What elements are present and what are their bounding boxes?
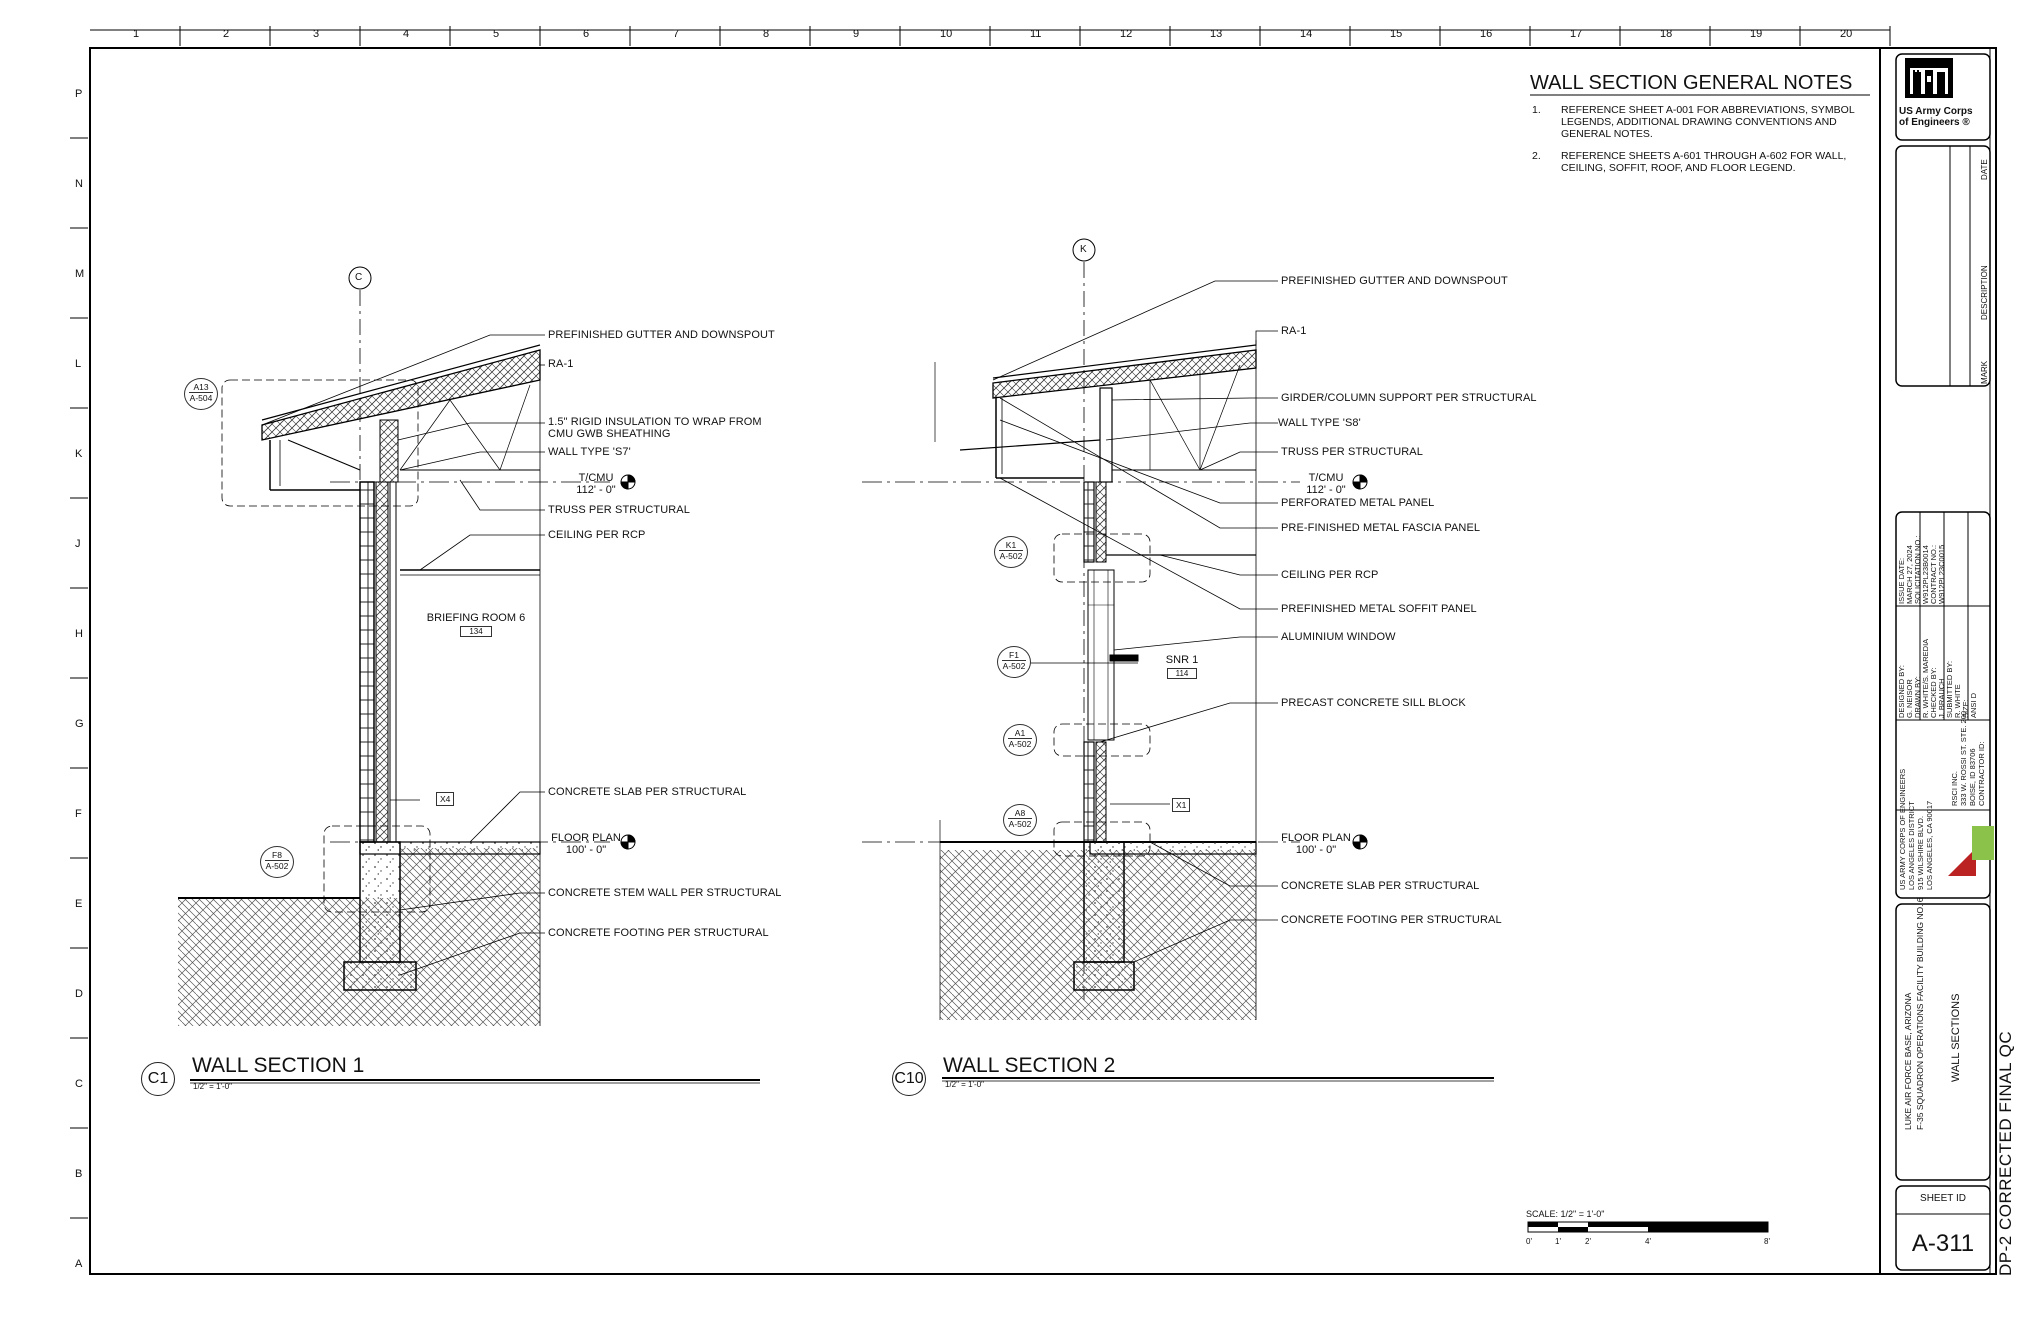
level-floor bbox=[1278, 832, 1354, 856]
row-label: K bbox=[75, 448, 83, 460]
section-scale: 1/2" = 1'-0" bbox=[945, 1080, 985, 1089]
level-elevation: 100' - 0" bbox=[565, 844, 607, 856]
callout-label: GIRDER/COLUMN SUPPORT PER STRUCTURAL bbox=[1281, 392, 1537, 404]
detail-tag[interactable]: F8 A-502 bbox=[260, 846, 294, 878]
column-label: 6 bbox=[583, 28, 590, 40]
row-label: J bbox=[75, 538, 81, 550]
detail-tag[interactable]: A8 A-502 bbox=[1003, 804, 1037, 836]
detail-tag[interactable]: A13 A-504 bbox=[184, 378, 218, 410]
callout-label: WALL TYPE 'S8' bbox=[1278, 417, 1361, 429]
issue-info: ISSUE DATE: MARCH 27, 2024 SOLICITATION NO.: W912PL23B0014 CONTRACT NO.: W912PL23C0015 bbox=[1897, 535, 1946, 604]
callout-label: CONCRETE SLAB PER STRUCTURAL bbox=[1281, 880, 1480, 892]
note-text: REFERENCE SHEET A-001 FOR ABBREVIATIONS, SYMBOL LEGENDS, ADDITIONAL DRAWING CONVENTIONS AND GENERAL NOTES. bbox=[1561, 104, 1855, 140]
note-number: 2. bbox=[1532, 150, 1541, 162]
level-name: T/CMU bbox=[1308, 472, 1344, 484]
column-label: 12 bbox=[1120, 28, 1133, 40]
column-label: 2 bbox=[223, 28, 230, 40]
callout-label: PRE-FINISHED METAL FASCIA PANEL bbox=[1281, 522, 1481, 534]
note-text: REFERENCE SHEETS A-601 THROUGH A-602 FOR WALL, CEILING, SOFFIT, ROOF, AND FLOOR LEGEND. bbox=[1561, 150, 1847, 174]
column-label: 3 bbox=[313, 28, 320, 40]
callout-label: 1.5" RIGID INSULATION TO WRAP FROM CMU GWB SHEATHING bbox=[548, 416, 762, 440]
column-label: 20 bbox=[1840, 28, 1853, 40]
callout-label: WALL TYPE 'S7' bbox=[548, 446, 631, 458]
sheet-title: WALL SECTIONS bbox=[1950, 993, 1962, 1082]
callout-label: CONCRETE STEM WALL PER STRUCTURAL bbox=[548, 887, 782, 899]
row-label: E bbox=[75, 898, 83, 910]
level-name: FLOOR PLAN bbox=[1281, 832, 1351, 844]
callout-label: CONCRETE FOOTING PER STRUCTURAL bbox=[1281, 914, 1502, 926]
callout-label: RA-1 bbox=[548, 358, 574, 370]
level-name: FLOOR PLAN bbox=[551, 832, 621, 844]
column-label: 1 bbox=[133, 28, 140, 40]
section-scale: 1/2" = 1'-0" bbox=[193, 1082, 233, 1091]
callout-label: PRECAST CONCRETE SILL BLOCK bbox=[1281, 697, 1466, 709]
callout-label: RA-1 bbox=[1281, 325, 1307, 337]
row-label: H bbox=[75, 628, 83, 640]
logo-line: US Army Corps bbox=[1899, 106, 1973, 117]
scale-tick: 4' bbox=[1645, 1237, 1651, 1246]
usace-logo bbox=[1905, 58, 1953, 98]
level-elevation: 112' - 0" bbox=[576, 484, 616, 496]
column-label: 14 bbox=[1300, 28, 1313, 40]
row-label: L bbox=[75, 358, 82, 370]
room-tag bbox=[1150, 654, 1214, 679]
row-label: B bbox=[75, 1168, 83, 1180]
sheet-id: A-311 bbox=[1911, 1230, 1975, 1257]
scale-bar-label: SCALE: 1/2" = 1'-0" bbox=[1526, 1209, 1605, 1219]
column-label: 10 bbox=[940, 28, 953, 40]
room-name: BRIEFING ROOM 6 bbox=[426, 612, 526, 624]
project-info bbox=[1902, 897, 1926, 1130]
column-label: 5 bbox=[493, 28, 500, 40]
callout-label: CEILING PER RCP bbox=[548, 529, 646, 541]
column-label: 13 bbox=[1210, 28, 1223, 40]
detail-tag[interactable]: A1 A-502 bbox=[1003, 724, 1037, 756]
column-label: 18 bbox=[1660, 28, 1673, 40]
column-label: 15 bbox=[1390, 28, 1403, 40]
callout-label: PREFINISHED GUTTER AND DOWNSPOUT bbox=[548, 329, 775, 341]
agency-logo-text bbox=[1899, 106, 1973, 128]
row-label: D bbox=[75, 988, 83, 1000]
rev-header-date: DATE bbox=[1980, 159, 1989, 180]
project-line: F-35 SQUADRON OPERATIONS FACILITY BUILDING NO. 6 bbox=[1915, 897, 1925, 1130]
grid-bubble: K bbox=[1080, 244, 1087, 255]
column-label: 4 bbox=[403, 28, 410, 40]
level-top bbox=[1300, 472, 1352, 496]
section-id: C1 bbox=[141, 1062, 175, 1096]
scale-tick: 0' bbox=[1526, 1237, 1532, 1246]
section-title: WALL SECTION 2 bbox=[943, 1054, 1116, 1077]
keynote-tag: X1 bbox=[1172, 798, 1190, 812]
room-number: 114 bbox=[1167, 668, 1198, 679]
level-elevation: 100' - 0" bbox=[1295, 844, 1337, 856]
row-ticks bbox=[70, 138, 88, 1218]
row-label: A bbox=[75, 1258, 83, 1270]
row-label: M bbox=[75, 268, 85, 280]
room-tag bbox=[420, 612, 532, 637]
detail-tag[interactable]: F1 A-502 bbox=[997, 646, 1031, 678]
column-label: 9 bbox=[853, 28, 860, 40]
section-title: WALL SECTION 1 bbox=[192, 1054, 365, 1077]
callout-label: CEILING PER RCP bbox=[1281, 569, 1379, 581]
callout-label: PERFORATED METAL PANEL bbox=[1281, 497, 1435, 509]
project-line: LUKE AIR FORCE BASE, ARIZONA bbox=[1903, 992, 1913, 1130]
submittal-stamp: DP-2 CORRECTED FINAL QC bbox=[1996, 1030, 2015, 1276]
sheet-id-label: SHEET ID bbox=[1920, 1193, 1966, 1204]
svg-text:RSCI: RSCI bbox=[1943, 848, 1953, 870]
general-notes-title: WALL SECTION GENERAL NOTES bbox=[1530, 72, 1853, 94]
column-label: 7 bbox=[673, 28, 680, 40]
wall-section-1-geometry bbox=[178, 267, 760, 1083]
column-label: 16 bbox=[1480, 28, 1493, 40]
level-elevation: 112' - 0" bbox=[1306, 484, 1346, 496]
rev-header-description: DESCRIPTION bbox=[1980, 265, 1989, 320]
section-id: C10 bbox=[892, 1062, 926, 1096]
callout-label: TRUSS PER STRUCTURAL bbox=[1281, 446, 1423, 458]
row-label: F bbox=[75, 808, 82, 820]
note-number: 1. bbox=[1532, 104, 1541, 116]
room-name: SNR 1 bbox=[1165, 654, 1199, 666]
detail-tag[interactable]: K1 A-502 bbox=[994, 536, 1028, 568]
level-top bbox=[570, 472, 622, 496]
scale-tick: 8' bbox=[1764, 1237, 1770, 1246]
column-label: 17 bbox=[1570, 28, 1583, 40]
level-floor bbox=[548, 832, 624, 856]
keynote-tag: X4 bbox=[436, 792, 454, 806]
room-number: 134 bbox=[460, 626, 491, 637]
callout-label: CONCRETE FOOTING PER STRUCTURAL bbox=[548, 927, 769, 939]
callout-label: ALUMINIUM WINDOW bbox=[1281, 631, 1396, 643]
designer-info: DESIGNED BY: G. NEISOR DRAWN BY: R. WHITE/S. MAREDIA CHECKED BY: J. BRAUCH SUBMITTED BY: R. WHITE SIZE: ANSI D bbox=[1897, 638, 1978, 718]
scale-bar-graphic bbox=[1528, 1222, 1768, 1232]
callout-label: PREFINISHED METAL SOFFIT PANEL bbox=[1281, 603, 1477, 615]
rev-header-mark: MARK bbox=[1980, 360, 1989, 384]
callout-label: TRUSS PER STRUCTURAL bbox=[548, 504, 690, 516]
row-label: P bbox=[75, 88, 83, 100]
scale-tick: 2' bbox=[1585, 1237, 1591, 1246]
callout-label: PREFINISHED GUTTER AND DOWNSPOUT bbox=[1281, 275, 1508, 287]
firm-info: RSCI INC. 333 W. ROSSI ST. STE. 200 BOISE, ID 83706 CONTRACTOR ID: bbox=[1950, 710, 1986, 806]
row-label: G bbox=[75, 718, 84, 730]
grid-bubble: C bbox=[355, 272, 363, 283]
column-label: 11 bbox=[1030, 28, 1042, 40]
level-name: T/CMU bbox=[578, 472, 614, 484]
row-label: N bbox=[75, 178, 83, 190]
column-label: 8 bbox=[763, 28, 770, 40]
firm-logo bbox=[1943, 826, 1994, 876]
callout-label: CONCRETE SLAB PER STRUCTURAL bbox=[548, 786, 747, 798]
scale-tick: 1' bbox=[1555, 1237, 1561, 1246]
column-label: 19 bbox=[1750, 28, 1763, 40]
row-label: C bbox=[75, 1078, 83, 1090]
agency-info: US ARMY CORPS OF ENGINEERS LOS ANGELES DISTRICT 915 WILSHIRE BLVD. LOS ANGELES, CA 90017 bbox=[1898, 768, 1934, 890]
logo-line: of Engineers ® bbox=[1899, 117, 1970, 128]
